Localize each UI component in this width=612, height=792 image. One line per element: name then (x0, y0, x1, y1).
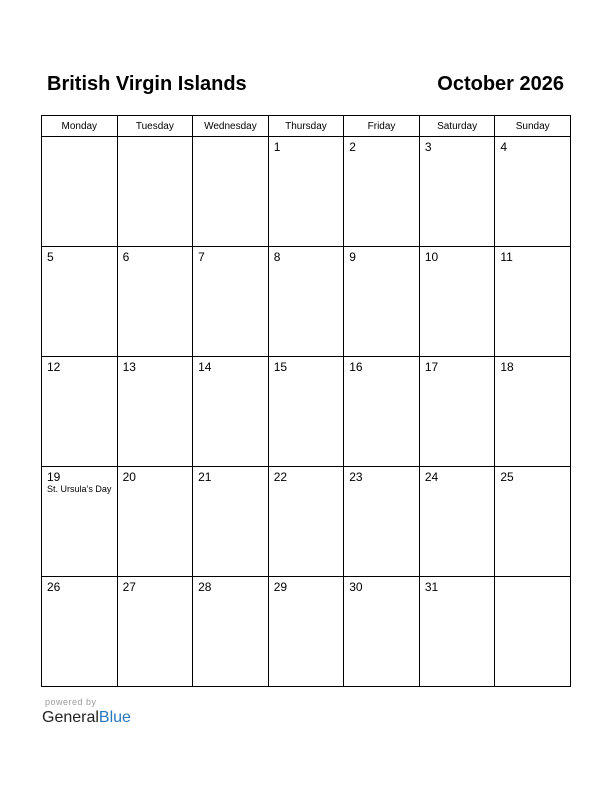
day-cell (42, 577, 118, 687)
day-cell (268, 137, 344, 247)
day-number: 28 (198, 580, 212, 594)
day-cell (495, 577, 571, 687)
weekday-saturday: Saturday (419, 116, 495, 137)
day-number: 2 (349, 140, 356, 154)
day-cell (193, 467, 269, 577)
day-cell (117, 467, 193, 577)
day-number: 11 (500, 250, 513, 264)
holiday-label: St. Ursula’s Day (47, 484, 112, 494)
day-cell (344, 357, 420, 467)
day-number: 8 (273, 250, 281, 264)
day-cell (193, 247, 269, 357)
day-cell (42, 137, 118, 247)
weekday-thursday: Thursday (268, 116, 344, 137)
day-cell (117, 357, 193, 467)
day-number: 29 (273, 580, 288, 594)
day-cell (42, 247, 118, 357)
day-cell (419, 467, 495, 577)
day-cell (495, 357, 571, 467)
week-row (42, 577, 571, 687)
day-cell (42, 467, 118, 577)
day-number: 10 (424, 250, 439, 264)
day-number: 24 (424, 470, 439, 484)
footer (42, 697, 131, 728)
day-number: 1 (273, 140, 281, 154)
day-cell (117, 577, 193, 687)
day-cell (344, 577, 420, 687)
day-cell (419, 357, 495, 467)
brand-logo (42, 708, 131, 728)
day-number: 20 (122, 470, 136, 484)
day-number: 23 (349, 470, 363, 484)
day-cell (495, 137, 571, 247)
weekday-header (42, 116, 571, 137)
week-row (42, 137, 571, 247)
day-number: 7 (198, 250, 205, 264)
day-number: 4 (500, 140, 508, 154)
day-number: 12 (47, 360, 61, 374)
day-cell (495, 467, 571, 577)
day-cell (268, 247, 344, 357)
day-number: 25 (500, 470, 514, 484)
day-number: 18 (500, 360, 514, 374)
week-row (42, 247, 571, 357)
week-row (42, 357, 571, 467)
brand-blue-text: Blue (98, 709, 131, 726)
weekday-row (42, 116, 571, 137)
day-number: 3 (424, 140, 432, 154)
day-number: 19 (47, 470, 61, 484)
region-title: British Virgin Islands (47, 73, 247, 95)
brand-general-text: General (42, 709, 99, 726)
day-cell (419, 247, 495, 357)
weekday-wednesday: Wednesday (193, 116, 269, 137)
day-number: 26 (47, 580, 61, 594)
day-cell (193, 137, 269, 247)
powered-by-text: powered by (45, 697, 97, 707)
day-cell (117, 137, 193, 247)
day-cell (268, 467, 344, 577)
day-cell (344, 247, 420, 357)
day-number: 16 (349, 360, 363, 374)
day-number: 31 (424, 580, 439, 594)
calendar-grid (41, 115, 571, 687)
day-cell (42, 357, 118, 467)
calendar-body (42, 137, 571, 687)
day-number: 22 (273, 470, 288, 484)
day-number: 5 (47, 250, 54, 264)
day-cell (344, 467, 420, 577)
day-number: 9 (349, 250, 356, 264)
weekday-monday: Monday (42, 116, 118, 137)
week-row (42, 467, 571, 577)
day-number: 30 (349, 580, 363, 594)
weekday-friday: Friday (344, 116, 420, 137)
day-cell (193, 577, 269, 687)
day-number: 14 (198, 360, 212, 374)
day-number: 21 (198, 470, 212, 484)
day-cell (193, 357, 269, 467)
day-cell (495, 247, 571, 357)
day-cell (117, 247, 193, 357)
month-title: October 2026 (437, 73, 564, 95)
day-number: 6 (122, 250, 130, 264)
day-cell (268, 357, 344, 467)
day-cell (419, 577, 495, 687)
day-number: 15 (273, 360, 288, 374)
day-number: 13 (122, 360, 136, 374)
weekday-tuesday: Tuesday (117, 116, 193, 137)
day-cell (419, 137, 495, 247)
day-number: 17 (424, 360, 439, 374)
day-cell (344, 137, 420, 247)
day-number: 27 (122, 580, 136, 594)
day-cell (268, 577, 344, 687)
weekday-sunday: Sunday (495, 116, 571, 137)
